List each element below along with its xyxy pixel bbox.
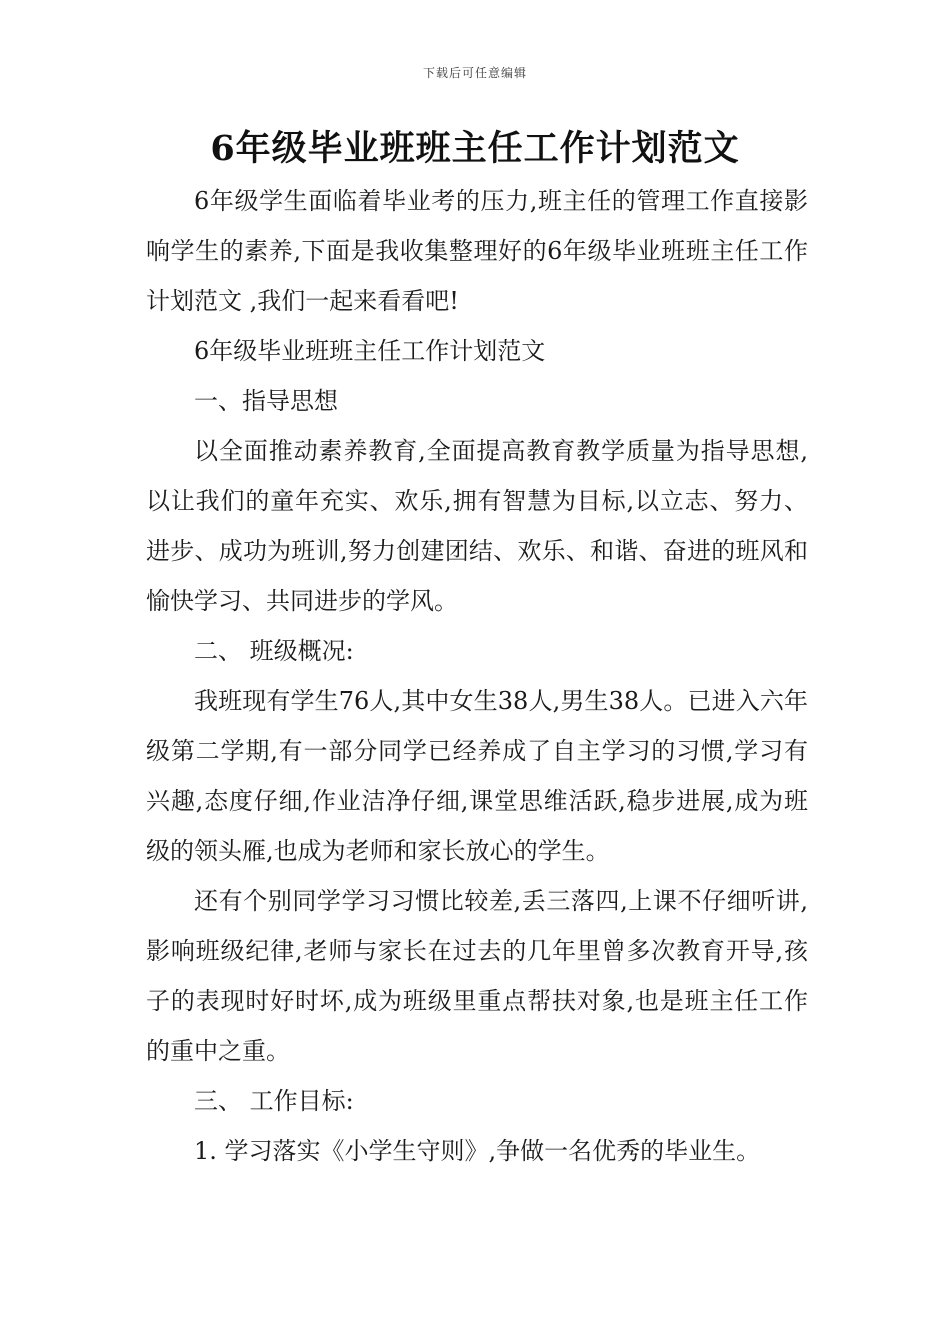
paragraph-goal-1: 1. 学习落实《小学生守则》,争做一名优秀的毕业生。 xyxy=(194,1137,761,1165)
paragraph-intro: 6年级学生面临着毕业考的压力,班主任的管理工作直接影响学生的素养,下面是我收集整理好的6年级毕业班班主任工作计划范文 ,我们一起来看看吧! xyxy=(146,187,808,315)
paragraph-class-problems: 还有个别同学学习习惯比较差,丢三落四,上课不仔细听讲,影响班级纪律,老师与家长在过去的几年里曾多次教育开导,孩子的表现时好时坏,成为班级里重点帮扶对象,也是班主任工作的重中之重。 xyxy=(146,887,808,1065)
document-title: 6年级毕业班班主任工作计划范文 xyxy=(210,128,740,169)
paragraph-subtitle: 6年级毕业班班主任工作计划范文 xyxy=(194,337,546,365)
section-heading-2: 二、 班级概况: xyxy=(194,637,354,665)
header-note: 下载后可任意编辑 xyxy=(422,66,527,80)
section-heading-3: 三、 工作目标: xyxy=(194,1087,354,1115)
document-body xyxy=(146,176,808,1176)
section-heading-1: 一、指导思想 xyxy=(194,387,338,415)
paragraph-class-overview: 我班现有学生76人,其中女生38人,男生38人。已进入六年级第二学期,有一部分同学已经养成了自主学习的习惯,学习有兴趣,态度仔细,作业洁净仔细,课堂思维活跃,稳步进展,成为班级的领头雁,也成为老师和家长放心的学生。 xyxy=(146,687,808,865)
paragraph-guiding-idea: 以全面推动素养教育,全面提高教育教学质量为指导思想,以让我们的童年充实、欢乐,拥有智慧为目标,以立志、努力、进步、成功为班训,努力创建团结、欢乐、和谐、奋进的班风和愉快学习、共同进步的学风。 xyxy=(146,437,808,615)
